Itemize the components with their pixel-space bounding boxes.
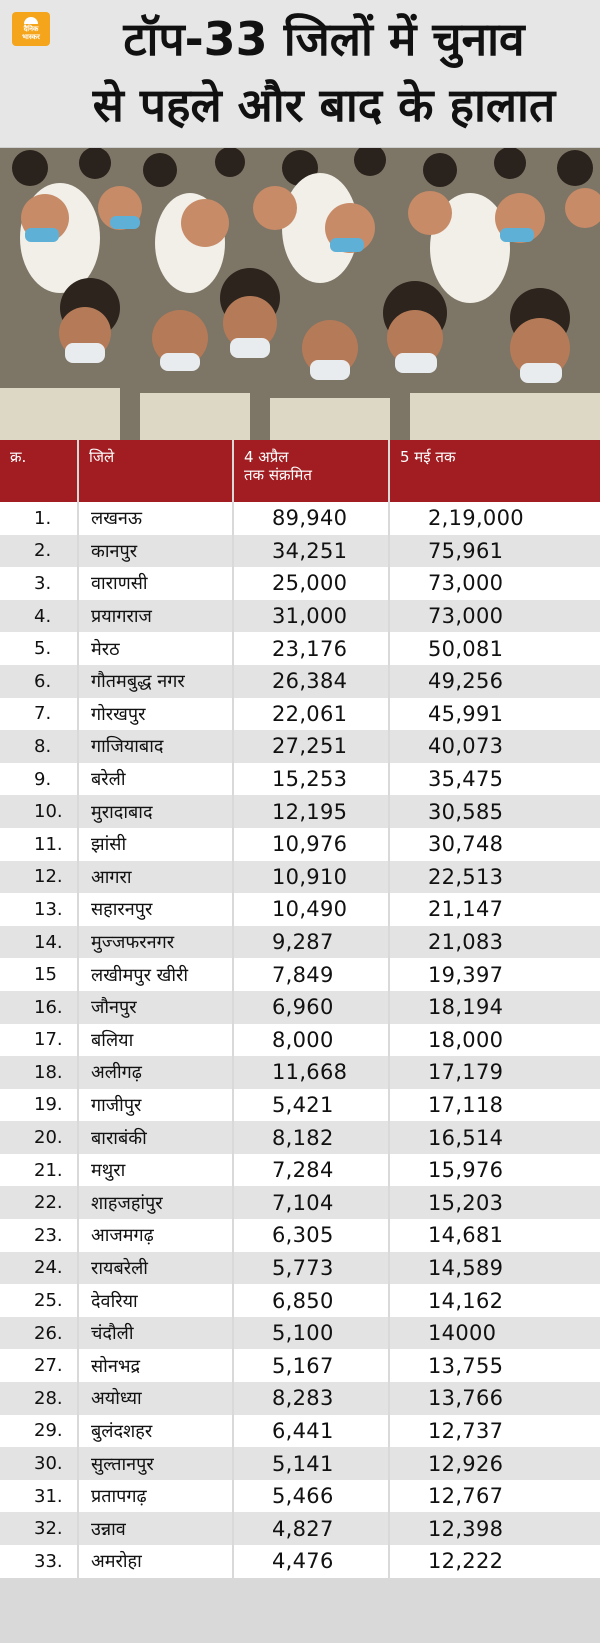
table-row: [0, 1089, 600, 1122]
table-row: [0, 1121, 600, 1154]
row-april-cases: 4,827: [233, 1512, 389, 1545]
header-may: 5 मई तक: [389, 440, 600, 502]
row-may-cases: 12,222: [389, 1545, 600, 1578]
row-may-cases: 14,681: [389, 1219, 600, 1252]
row-april-cases: 23,176: [233, 632, 389, 665]
row-april-cases: 31,000: [233, 600, 389, 633]
row-may-cases: 14,589: [389, 1252, 600, 1285]
row-district: सोनभद्र: [78, 1349, 233, 1382]
row-serial: 31.: [0, 1480, 78, 1513]
table-row: [0, 1447, 600, 1480]
row-district: मथुरा: [78, 1154, 233, 1187]
row-serial: 29.: [0, 1415, 78, 1448]
row-serial: 24.: [0, 1252, 78, 1285]
row-april-cases: 5,100: [233, 1317, 389, 1350]
row-may-cases: 73,000: [389, 567, 600, 600]
row-april-cases: 7,104: [233, 1186, 389, 1219]
row-serial: 11.: [0, 828, 78, 861]
table-row: [0, 1154, 600, 1187]
header-district: जिले: [78, 440, 233, 502]
row-serial: 20.: [0, 1121, 78, 1154]
row-april-cases: 10,910: [233, 861, 389, 894]
row-april-cases: 89,940: [233, 502, 389, 535]
table-row: [0, 1317, 600, 1350]
row-april-cases: 11,668: [233, 1056, 389, 1089]
row-district: आजमगढ़: [78, 1219, 233, 1252]
header-serial: क्र.: [0, 440, 78, 502]
logo-text-line1: दैनिक: [23, 25, 39, 33]
table-row: [0, 632, 600, 665]
table-header-row: [0, 440, 600, 502]
headline: [56, 6, 592, 138]
table-row: [0, 502, 600, 535]
row-serial: 15: [0, 958, 78, 991]
row-april-cases: 7,849: [233, 958, 389, 991]
row-april-cases: 10,490: [233, 893, 389, 926]
row-district: गोरखपुर: [78, 698, 233, 731]
row-may-cases: 21,083: [389, 926, 600, 959]
table-row: [0, 763, 600, 796]
row-april-cases: 5,421: [233, 1089, 389, 1122]
row-serial: 26.: [0, 1317, 78, 1350]
row-april-cases: 26,384: [233, 665, 389, 698]
row-serial: 28.: [0, 1382, 78, 1415]
row-may-cases: 16,514: [389, 1121, 600, 1154]
table-row: [0, 600, 600, 633]
row-district: अयोध्या: [78, 1382, 233, 1415]
table-row: [0, 1284, 600, 1317]
row-district: गाजीपुर: [78, 1089, 233, 1122]
table-row: [0, 1382, 600, 1415]
row-april-cases: 8,283: [233, 1382, 389, 1415]
row-april-cases: 25,000: [233, 567, 389, 600]
row-may-cases: 14000: [389, 1317, 600, 1350]
row-district: शाहजहांपुर: [78, 1186, 233, 1219]
crowd-photo: [0, 148, 600, 440]
table-row: [0, 828, 600, 861]
row-april-cases: 4,476: [233, 1545, 389, 1578]
table-row: [0, 567, 600, 600]
row-serial: 32.: [0, 1512, 78, 1545]
row-may-cases: 12,926: [389, 1447, 600, 1480]
row-may-cases: 12,737: [389, 1415, 600, 1448]
row-may-cases: 35,475: [389, 763, 600, 796]
row-district: गौतमबुद्ध नगर: [78, 665, 233, 698]
row-april-cases: 9,287: [233, 926, 389, 959]
row-may-cases: 50,081: [389, 632, 600, 665]
table-row: [0, 1512, 600, 1545]
row-district: अमरोहा: [78, 1545, 233, 1578]
row-district: गाजियाबाद: [78, 730, 233, 763]
table-row: [0, 1252, 600, 1285]
district-table: [0, 440, 600, 1578]
row-district: देवरिया: [78, 1284, 233, 1317]
row-serial: 2.: [0, 535, 78, 568]
row-district: लखीमपुर खीरी: [78, 958, 233, 991]
row-district: आगरा: [78, 861, 233, 894]
row-serial: 17.: [0, 1024, 78, 1057]
row-district: लखनऊ: [78, 502, 233, 535]
row-april-cases: 5,773: [233, 1252, 389, 1285]
row-april-cases: 8,000: [233, 1024, 389, 1057]
row-may-cases: 18,000: [389, 1024, 600, 1057]
row-district: बलिया: [78, 1024, 233, 1057]
row-serial: 7.: [0, 698, 78, 731]
row-april-cases: 6,960: [233, 991, 389, 1024]
row-district: अलीगढ़: [78, 1056, 233, 1089]
row-may-cases: 30,748: [389, 828, 600, 861]
row-serial: 9.: [0, 763, 78, 796]
table-row: [0, 698, 600, 731]
row-district: बुलंदशहर: [78, 1415, 233, 1448]
row-serial: 4.: [0, 600, 78, 633]
header-april-line1: 4 अप्रैल: [244, 448, 289, 466]
row-april-cases: 6,850: [233, 1284, 389, 1317]
row-may-cases: 15,976: [389, 1154, 600, 1187]
header: [0, 0, 600, 148]
row-may-cases: 14,162: [389, 1284, 600, 1317]
row-serial: 16.: [0, 991, 78, 1024]
dainik-bhaskar-logo: [12, 12, 50, 46]
row-april-cases: 5,141: [233, 1447, 389, 1480]
table-row: [0, 958, 600, 991]
row-april-cases: 8,182: [233, 1121, 389, 1154]
row-may-cases: 13,766: [389, 1382, 600, 1415]
row-april-cases: 12,195: [233, 795, 389, 828]
table-row: [0, 1219, 600, 1252]
row-district: वाराणसी: [78, 567, 233, 600]
row-serial: 14.: [0, 926, 78, 959]
row-april-cases: 34,251: [233, 535, 389, 568]
row-serial: 27.: [0, 1349, 78, 1382]
row-may-cases: 30,585: [389, 795, 600, 828]
row-may-cases: 21,147: [389, 893, 600, 926]
headline-line1: टॉप-33 जिलों में चुनाव: [123, 12, 525, 66]
row-may-cases: 15,203: [389, 1186, 600, 1219]
row-serial: 12.: [0, 861, 78, 894]
table-row: [0, 1024, 600, 1057]
row-district: सहारनपुर: [78, 893, 233, 926]
row-district: बरेली: [78, 763, 233, 796]
row-may-cases: 19,397: [389, 958, 600, 991]
table-row: [0, 730, 600, 763]
row-may-cases: 45,991: [389, 698, 600, 731]
row-april-cases: 5,167: [233, 1349, 389, 1382]
row-district: कानपुर: [78, 535, 233, 568]
row-april-cases: 22,061: [233, 698, 389, 731]
crowd-illustration: [0, 148, 600, 440]
headline-line2: से पहले और बाद के हालात: [92, 78, 556, 132]
row-serial: 30.: [0, 1447, 78, 1480]
row-serial: 1.: [0, 502, 78, 535]
row-serial: 10.: [0, 795, 78, 828]
row-april-cases: 27,251: [233, 730, 389, 763]
table-row: [0, 861, 600, 894]
row-april-cases: 10,976: [233, 828, 389, 861]
row-may-cases: 17,118: [389, 1089, 600, 1122]
row-serial: 8.: [0, 730, 78, 763]
row-serial: 23.: [0, 1219, 78, 1252]
row-may-cases: 18,194: [389, 991, 600, 1024]
logo-text-line2: भास्कर: [22, 33, 40, 41]
row-april-cases: 6,305: [233, 1219, 389, 1252]
table-row: [0, 893, 600, 926]
row-april-cases: 5,466: [233, 1480, 389, 1513]
row-district: प्रयागराज: [78, 600, 233, 633]
row-serial: 25.: [0, 1284, 78, 1317]
table-row: [0, 665, 600, 698]
row-district: रायबरेली: [78, 1252, 233, 1285]
row-serial: 5.: [0, 632, 78, 665]
row-district: मुरादाबाद: [78, 795, 233, 828]
table-row: [0, 1415, 600, 1448]
row-may-cases: 2,19,000: [389, 502, 600, 535]
row-district: मेरठ: [78, 632, 233, 665]
row-may-cases: 75,961: [389, 535, 600, 568]
row-district: सुल्तानपुर: [78, 1447, 233, 1480]
row-serial: 22.: [0, 1186, 78, 1219]
row-may-cases: 40,073: [389, 730, 600, 763]
header-april: [233, 440, 389, 502]
row-may-cases: 12,767: [389, 1480, 600, 1513]
table-row: [0, 926, 600, 959]
row-april-cases: 7,284: [233, 1154, 389, 1187]
row-district: चंदौली: [78, 1317, 233, 1350]
table-row: [0, 1186, 600, 1219]
row-district: प्रतापगढ़: [78, 1480, 233, 1513]
row-serial: 19.: [0, 1089, 78, 1122]
header-april-line2: तक संक्रमित: [244, 466, 312, 484]
row-serial: 18.: [0, 1056, 78, 1089]
table-row: [0, 1349, 600, 1382]
row-serial: 33.: [0, 1545, 78, 1578]
row-serial: 6.: [0, 665, 78, 698]
row-may-cases: 49,256: [389, 665, 600, 698]
row-district: झांसी: [78, 828, 233, 861]
table-row: [0, 535, 600, 568]
table-row: [0, 795, 600, 828]
row-serial: 21.: [0, 1154, 78, 1187]
sun-icon: [24, 17, 38, 24]
row-serial: 3.: [0, 567, 78, 600]
row-district: उन्नाव: [78, 1512, 233, 1545]
row-april-cases: 6,441: [233, 1415, 389, 1448]
table-row: [0, 1545, 600, 1578]
table-row: [0, 991, 600, 1024]
row-may-cases: 17,179: [389, 1056, 600, 1089]
row-may-cases: 13,755: [389, 1349, 600, 1382]
table-row: [0, 1056, 600, 1089]
row-district: मुज्जफरनगर: [78, 926, 233, 959]
row-district: जौनपुर: [78, 991, 233, 1024]
row-district: बाराबंकी: [78, 1121, 233, 1154]
row-serial: 13.: [0, 893, 78, 926]
row-april-cases: 15,253: [233, 763, 389, 796]
row-may-cases: 12,398: [389, 1512, 600, 1545]
row-may-cases: 73,000: [389, 600, 600, 633]
table-row: [0, 1480, 600, 1513]
row-may-cases: 22,513: [389, 861, 600, 894]
